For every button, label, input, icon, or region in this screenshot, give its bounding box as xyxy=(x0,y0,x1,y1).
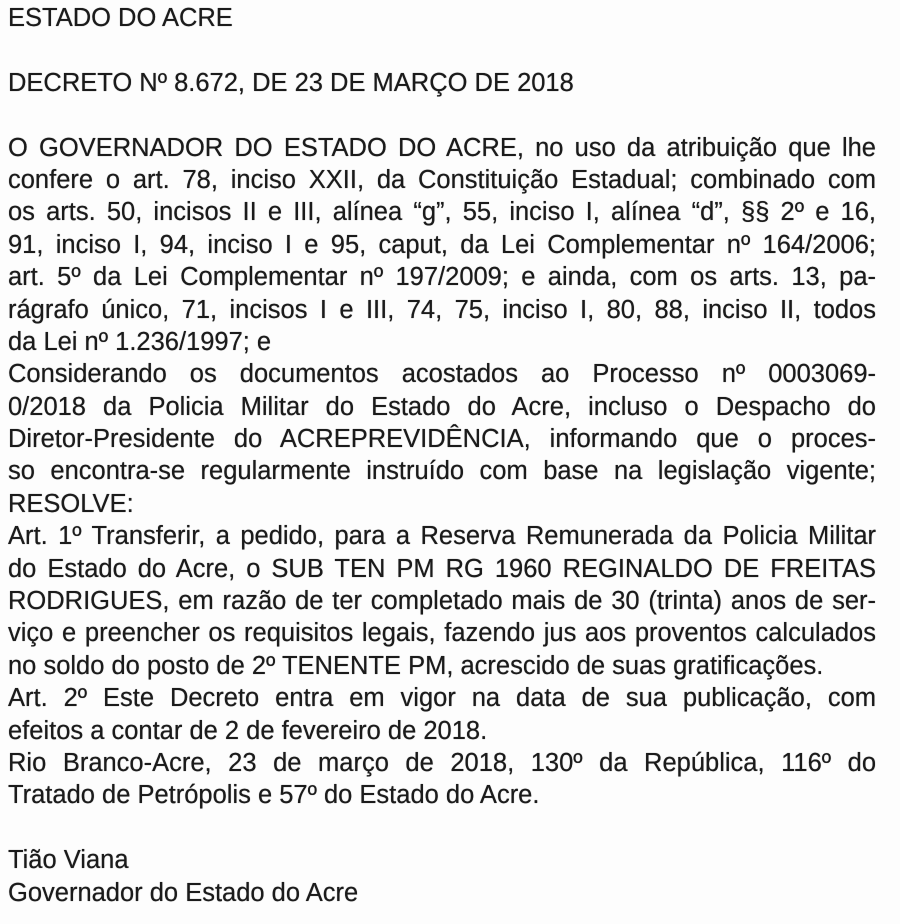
document-line: Art. 1º Transferir, a pedido, para a Reserva Remunerada da Policia Militar xyxy=(8,522,876,551)
document-line: do Estado do Acre, o SUB TEN PM RG 1960 REGINALDO DE FREITAS xyxy=(8,554,876,583)
document-line: O GOVERNADOR DO ESTADO DO ACRE, no uso da atribuição que lhe xyxy=(8,133,876,162)
blank-line xyxy=(8,34,876,66)
resolve-line: RESOLVE: xyxy=(8,489,134,518)
document-line: os arts. 50, incisos II e III, alínea “g”, 55, inciso I, alínea “d”, §§ 2º e 16, xyxy=(8,198,876,227)
document-line: Considerando os documentos acostados ao Processo nº 0003069- xyxy=(8,360,876,389)
document-line: Art. 2º Este Decreto entra em vigor na data de sua publicação, com xyxy=(8,684,876,713)
document-line: 91, inciso I, 94, inciso I e 95, caput, da Lei Complementar nº 164/2006; xyxy=(8,230,876,259)
signature-role: Governador do Estado do Acre xyxy=(8,878,359,907)
blank-line xyxy=(8,99,876,131)
blank-line xyxy=(8,812,876,844)
document-header: ESTADO DO ACRE xyxy=(8,4,233,32)
document-line: RODRIGUES, em razão de ter completado mais de 30 (trinta) anos de ser- xyxy=(8,587,876,616)
document-line: viço e preencher os requisitos legais, fazendo jus aos proventos calculados xyxy=(8,619,876,648)
document-line: rágrafo único, 71, incisos I e III, 74, 75, inciso I, 80, 88, inciso II, todos xyxy=(8,295,876,324)
document-line: art. 5º da Lei Complementar nº 197/2009; e ainda, com os arts. 13, pa- xyxy=(8,263,876,292)
document-line: confere o art. 78, inciso XXII, da Constituição Estadual; combinado com xyxy=(8,165,876,194)
decree-title: DECRETO Nº 8.672, DE 23 DE MARÇO DE 2018 xyxy=(8,68,574,97)
document-line: efeitos a contar de 2 de fevereiro de 2018. xyxy=(8,716,488,745)
document-line: da Lei nº 1.236/1997; e xyxy=(8,327,272,356)
document-line: Diretor-Presidente do ACREPREVIDÊNCIA, informando que o proces- xyxy=(8,425,876,454)
document-line: no soldo do posto de 2º TENENTE PM, acrescido de suas gratificações. xyxy=(8,651,824,680)
document-line: so encontra-se regularmente instruído com base na legislação vigente; xyxy=(8,457,876,486)
signature-name: Tião Viana xyxy=(8,846,129,875)
document-line: Tratado de Petrópolis e 57º do Estado do Acre. xyxy=(8,781,540,810)
document-line: Rio Branco-Acre, 23 de março de 2018, 130º da República, 116º do xyxy=(8,748,876,777)
document-line: 0/2018 da Policia Militar do Estado do Acre, incluso o Despacho do xyxy=(8,392,876,421)
